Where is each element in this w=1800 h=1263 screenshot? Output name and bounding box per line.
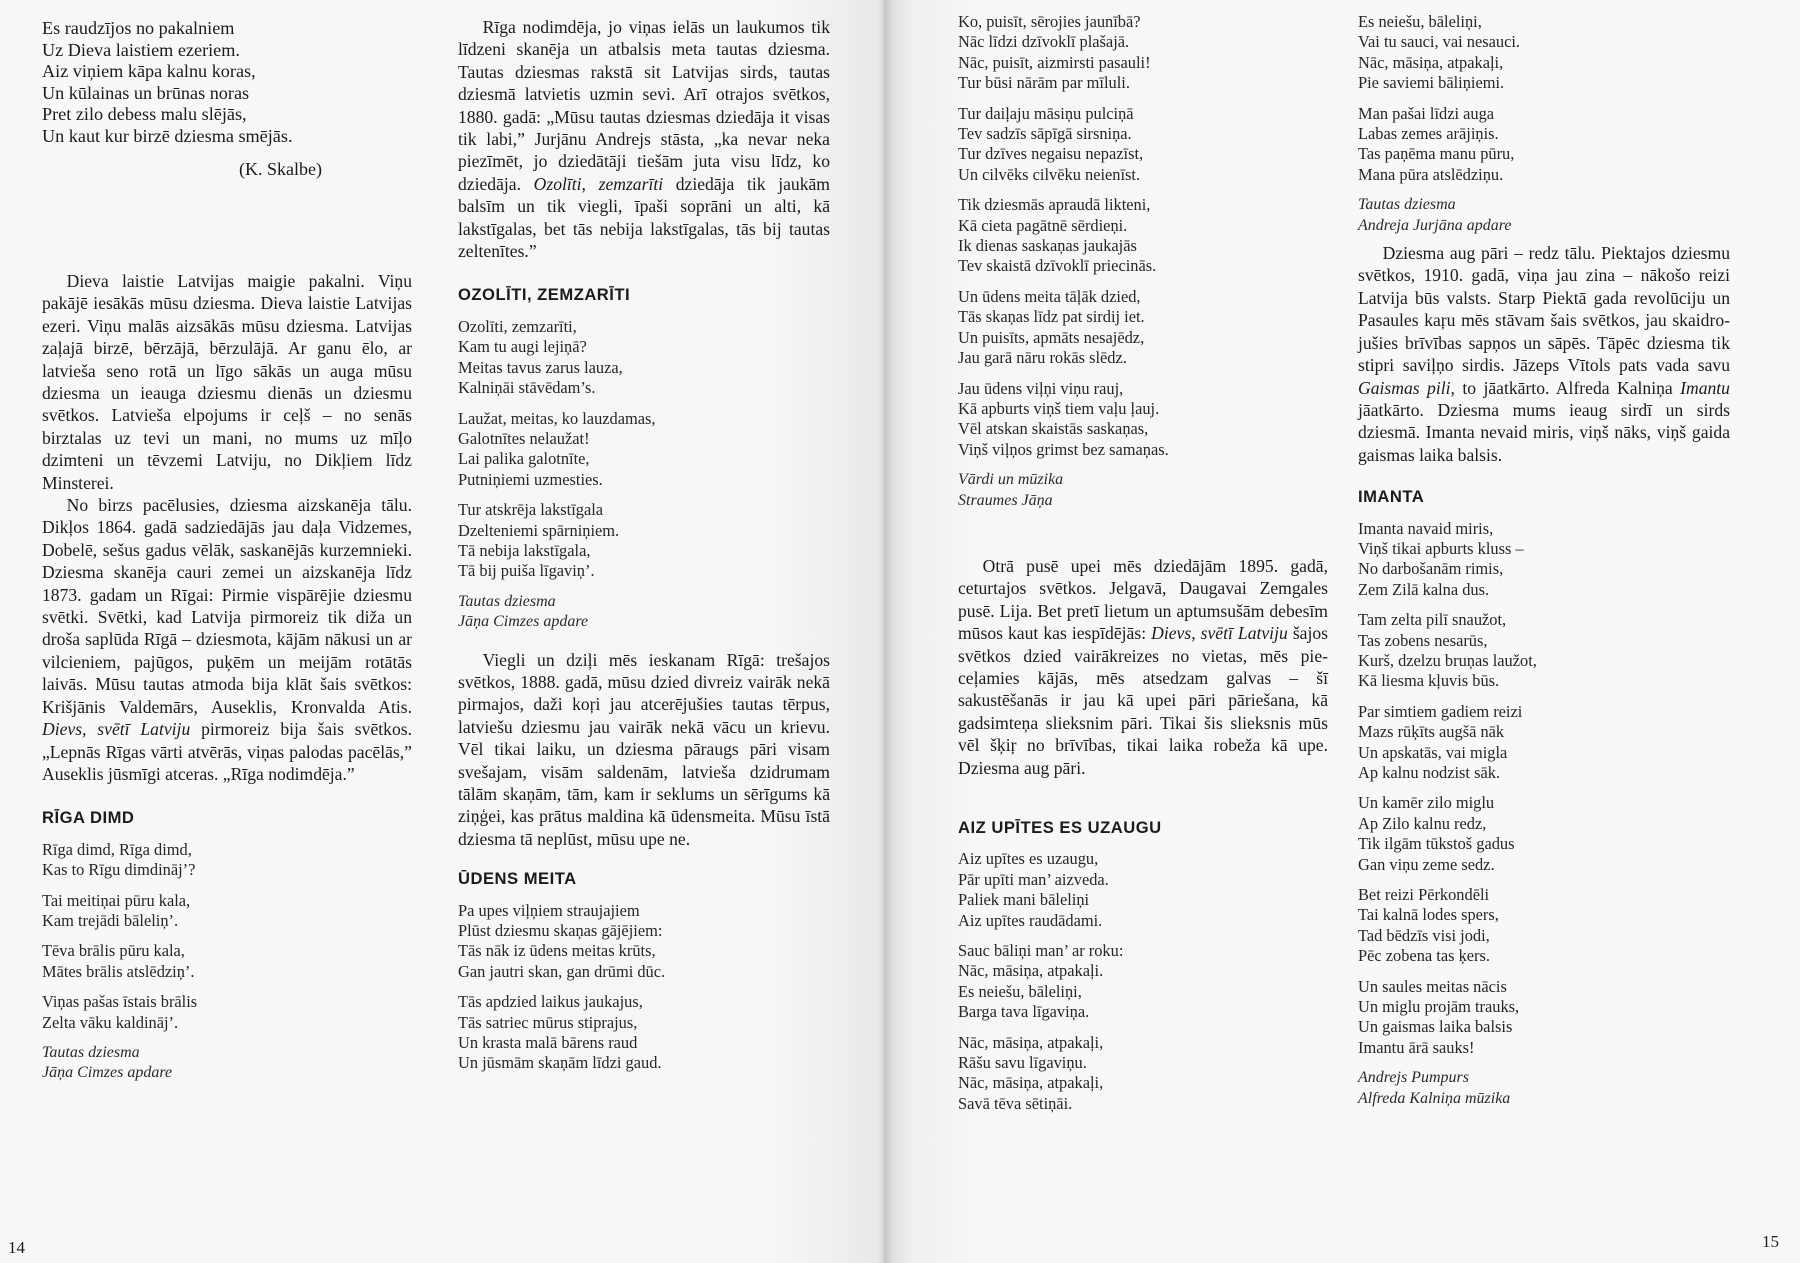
poem (958, 12, 1328, 460)
page-number-left: 14 (8, 1238, 25, 1257)
poem-line: Imanta navaid miris, (1358, 518, 1494, 538)
poem-line: Tai meitiņai pūru kala, (42, 890, 191, 910)
poem-line: Vēl atskan skaistās saskaņas, (958, 419, 1149, 439)
song-title: RĪGA DIMD (42, 808, 135, 828)
song-credit (958, 470, 1328, 511)
stanza (958, 941, 1328, 1023)
poem-line: Un apskatās, vai migla (1358, 742, 1508, 762)
poem-line: Tās satriec mūrus stiprajus, (458, 1012, 638, 1032)
stanza (1358, 12, 1730, 94)
poem-line: Tur daiļaju māsiņu pulciņā (958, 103, 1134, 123)
paragraph: Rīga nodimdēja, jo viņas ielās un laukumos tik līdzeni skanēja un atbalsis meta tautas dziesma. Tautas dziesmas rakstā sit Latvijas sirds, tautas dziesmā latvietis uzmin sevi. Arī otrajos svētkos, 1880. gadā: „Mūsu tautas dziesmas dziedāja it visas tik labi,” Jurjānu Andrejs stāsta, „ka nevar neka piezīmēt, jo dziedātāji tiešām juta visu līdz, ko dziedāja. Ozolīti, zemzarīti dziedāja tik jaukām balsīm un tik viegli, īpaši soprāni un alti, kā lakstīgalas, bet tās nebija lakstīgalas, tās bij tautas zeltenītes.” (458, 17, 830, 262)
song-aiz-upites (958, 817, 1328, 1114)
poem-line: Bet reizi Pērkondēli (1358, 885, 1490, 905)
stanza (1358, 977, 1730, 1059)
credit-line: Straumes Jāņa (958, 491, 1053, 509)
poem (1358, 519, 1730, 1059)
poem-line: Jau garā nāru rokās slēdz. (958, 348, 1127, 368)
stanza (458, 500, 830, 582)
poem-line: Un puisīts, apmāts nesajēdz, (958, 327, 1145, 347)
paragraph: Otrā pusē upei mēs dziedājām 1895. gadā, ceturtajos svētkos. Jelgavā, Daugavai Zemgales pusē. Lija. Bet pretī lietum un aptumsušām debesīm mūsos kaut kas iespīdējās: Dievs, svētī Latviju šajos svētkos dzied vairākreizes no vietas, mēs pieceļamies kājās, mēs atsedzam galvas – šī sakustēšanās ir jau kā upei pāri pāriešana, kā gadsimteņa slieksnim pāri. Tikai šis slieksnis mūs vēl šķiŗ no brīvības, tikai laika robeža kā upe. Dziesma aug pāri. (958, 555, 1328, 778)
epigraph-attribution: (K. Skalbe) (239, 158, 322, 179)
credit-line: Tautas dziesma (1358, 196, 1456, 214)
stanza (1358, 885, 1730, 967)
poem-line: Ko, puisīt, sērojies jaunībā? (958, 12, 1141, 31)
epigraph (42, 18, 412, 148)
poem-line: Un krasta malā bārens raud (458, 1033, 638, 1053)
poem-line: Savā tēva sētiņāi. (958, 1093, 1073, 1113)
poem-line: Lai palika galotnīte, (458, 449, 590, 469)
poem-line: Nāc, māsiņa, atpakaļi, (958, 1032, 1104, 1052)
poem (1358, 12, 1730, 185)
poem-line: Nāc līdzi dzīvoklī plašajā. (958, 32, 1130, 52)
poem (958, 849, 1328, 1114)
poem-line: Un miglu projām trauks, (1358, 997, 1520, 1017)
credit-line: Jāņa Cimzes apdare (42, 1064, 173, 1082)
poem-line: Galotnītes nelaužat! (458, 428, 590, 448)
poem-line: Tēva brālis pūru kala, (42, 941, 185, 961)
poem-line: Dzelteniemi spārniņiem. (458, 520, 620, 540)
stanza (1358, 519, 1730, 601)
stanza (458, 992, 830, 1074)
credit-line: Andreja Jurjāna apdare (1358, 216, 1512, 234)
song-credit (1358, 1068, 1730, 1109)
poem-line: Paliek mani bāleliņi (958, 890, 1090, 910)
poem-line: Tur būsi nārām par mīluli. (958, 73, 1130, 93)
epigraph-line: Un kaut kur birzē dziesma smējās. (42, 125, 293, 146)
poem-line: Laužat, meitas, ko lauzdamas, (458, 408, 656, 428)
song-credit (1358, 195, 1730, 236)
poem-line: Ap kalnu nodzist sāk. (1358, 763, 1501, 782)
poem-line: Imantu ārā sauks! (1358, 1037, 1475, 1057)
stanza (42, 840, 412, 881)
song-udens-meita (458, 868, 830, 1074)
poem-line: Pār upīti man’ aizveda. (958, 869, 1109, 889)
paragraph: Dieva laistie Latvijas maigie pakalni. Viņu pakājē iesākās mūsu dziesma. Dieva laistie Latvijas ezeri. Viņu malās aizsākās mūsu dziesma. Latvijas zaļajā birzē, bērzājā, bērzulājā. Ar ganu ēlo, ar latvieša seno rotā un līgo sākās un auga mūsu dziesma un ieauga dziesmu dienās un dziesmu svētkos. Latvieša elpojums ir ceļš – no senās birztalas uz tevi un mani, no mums uz mīļo dzimteni un tēvzemi Latviju, no Dikļiem līdz Minsterei. (42, 270, 412, 493)
poem (458, 317, 830, 582)
epigraph-line: Aiz viņiem kāpa kalnu koras, (42, 61, 256, 82)
poem-line: Tai kalnā lodes spers, (1358, 905, 1499, 925)
poem-line: Sauc bāliņi man’ ar roku: (958, 941, 1124, 961)
poem-line: Viņš viļņos grimst bez samaņas. (958, 439, 1169, 459)
poem-line: Kam tu augi lejiņā? (458, 337, 587, 357)
credit-line: Alfreda Kalniņa mūzika (1358, 1089, 1511, 1107)
poem-line: Tā nebija lakstīgala, (458, 540, 591, 560)
poem-line: Ik dienas saskaņas jaukajās (958, 236, 1137, 256)
credit-line: Tautas dziesma (458, 592, 556, 610)
poem-line: Tā bij puiša līgaviņ’. (458, 561, 595, 581)
credit-line: Andrejs Pumpurs (1358, 1069, 1469, 1087)
song-credit (458, 592, 830, 633)
credit-line: Tautas dziesma (42, 1043, 140, 1061)
song-aiz-upites-continued (1358, 12, 1730, 236)
song-imanta (1358, 486, 1730, 1109)
poem-line: Aiz upītes es uzaugu, (958, 849, 1099, 869)
poem-line: Tam zelta pilī snaužot, (1358, 610, 1507, 630)
poem-line: Un gaismas laika balsis (1358, 1017, 1513, 1037)
stanza (458, 317, 830, 399)
epigraph-line: Pret zilo debess malu slējās, (42, 104, 247, 125)
poem-line: Es neiešu, bāleliņi, (1358, 12, 1482, 31)
poem-line: Un saules meitas nācis (1358, 976, 1507, 996)
poem-line: Kā cieta pagātnē sērdieņi. (958, 215, 1128, 235)
poem-line: Kā liesma kļuvis būs. (1358, 671, 1500, 691)
stanza (958, 287, 1328, 369)
song-ozoliti (458, 284, 830, 632)
poem-line: Plūst dziesmu skaņas gājējiem: (458, 921, 663, 941)
stanza (958, 1033, 1328, 1115)
poem-line: Pie saviemi bāliņiemi. (1358, 73, 1505, 93)
stanza (1358, 702, 1730, 784)
poem-line: Zem Zilā kalna dus. (1358, 579, 1490, 599)
credit-line: Jāņa Cimzes apdare (458, 613, 589, 631)
stanza (1358, 793, 1730, 875)
poem-line: Aiz upītes raudādami. (958, 910, 1103, 930)
credit-line: Vārdi un mūzika (958, 471, 1064, 489)
poem-line: Barga tava līgaviņa. (958, 1002, 1090, 1022)
poem-line: No darbošanām rimis, (1358, 559, 1504, 579)
song-title: OZOLĪTI, ZEMZARĪTI (458, 285, 631, 305)
stanza (42, 992, 412, 1033)
poem-line: Gan jautri skan, gan drūmi dūc. (458, 961, 666, 981)
poem-line: Tur atskrēja lakstīgala (458, 500, 604, 520)
stanza (1358, 610, 1730, 692)
stanza (42, 941, 412, 982)
poem-line: Nāc, māsiņa, atpakaļi, (958, 1073, 1104, 1093)
column-3 (958, 12, 1328, 1124)
poem-line: Rīga dimd, Rīga dimd, (42, 839, 192, 859)
poem-line: Tad bēdzīs visi jodi, (1358, 925, 1490, 945)
song-udens-meita-continued (958, 12, 1328, 511)
song-title: ŪDENS MEITA (458, 869, 577, 889)
page-number-right: 15 (1762, 1232, 1779, 1251)
poem-line: Tas zobens nesarūs, (1358, 630, 1488, 650)
poem-line: Tur dzīves negaisu nepazīst, (958, 144, 1144, 164)
poem-line: Man pašai līdzi auga (1358, 103, 1495, 123)
stanza (958, 12, 1328, 94)
poem-line: Nāc, māsiņa, atpakaļi, (1358, 52, 1504, 72)
paragraph: Dziesma aug pāri – redz tālu. Piektajos dziesmu svētkos, 1910. gadā, viņa jau zina – nākošo reizi Latvija būs valsts. Starp Piektā gada revolūciju un Pasaules kaŗu mēs stāvam šais svētkos, jau skaidrojušies brīvības sapņos un sāpēs. Tāpēc dziesma tik stipri saviļņo sirdis. Jāzeps Vītols pats vada savu Gaismas pili, to jāatkārto. Alfreda Kalniņa Imantu jāatkārto. Dziesma mums ieaug sirdī un sirds dziesmā. Imanta nevaid miris, viņš nāks, viņš gaida gaismas laika balsis. (1358, 243, 1730, 465)
poem-line: Labas zemes arājiņis. (1358, 124, 1499, 144)
song-credit (42, 1043, 412, 1084)
epigraph-line: Uz Dieva laistiem ezeriem. (42, 39, 240, 60)
poem-line: Nāc, māsiņa, atpakaļi. (958, 961, 1104, 981)
poem-line: Zelta vāku kaldināj’. (42, 1012, 179, 1032)
poem-line: Jau ūdens viļņi viņu rauj, (958, 378, 1124, 398)
poem-line: Tik ilgām tūkstoš gadus (1358, 834, 1515, 854)
poem-line: Mātes brālis atslēdziņ’. (42, 961, 195, 981)
stanza (958, 104, 1328, 186)
poem-line: Mazs rūķīts augšā nāk (1358, 722, 1505, 742)
stanza (458, 409, 830, 491)
poem-line: Tās skaņas līdz pat sirdij iet. (958, 307, 1145, 327)
poem-line: Un kamēr zilo miglu (1358, 793, 1495, 813)
poem-line: Mana pūra atslēdziņu. (1358, 164, 1504, 184)
poem-line: Vai tu sauci, vai nesauci. (1358, 32, 1521, 52)
stanza (958, 379, 1328, 461)
stanza (1358, 104, 1730, 186)
poem-line: Gan viņu zeme sedz. (1358, 854, 1495, 874)
poem (42, 840, 412, 1033)
epigraph-line: Es raudzījos no pakalniem (42, 18, 235, 38)
column-1 (42, 18, 412, 1084)
poem-line: Viņas pašas īstais brālis (42, 992, 198, 1012)
stanza (958, 195, 1328, 277)
poem-line: Un ūdens meita tāļāk dzied, (958, 286, 1141, 306)
poem-line: Meitas tavus zarus lauza, (458, 357, 623, 377)
poem-line: Pa upes viļņiem straujajiem (458, 900, 640, 920)
poem-line: Un jūsmām skaņām līdzi gaud. (458, 1053, 662, 1073)
stanza (958, 849, 1328, 931)
poem-line: Kam trejādi bāleliņ’. (42, 910, 179, 930)
poem-line: Rāšu savu līgaviņu. (958, 1053, 1087, 1073)
poem-line: Un cilvēks cilvēku neienīst. (958, 164, 1141, 184)
poem-line: Ozolīti, zemzarīti, (458, 316, 577, 336)
poem-line: Putniņiemi uzmesties. (458, 469, 603, 489)
song-title: IMANTA (1358, 487, 1425, 507)
paragraph: No birzs pacēlusies, dziesma aizskanēja tālu. Dikļos 1864. gadā sadziedājās jau daļa Vidzemes, Dobelē, sešus gadus vēlāk, saskanējās kurzemnieki. Dziesma skanēja cauri zemei un aizskanēja līdz 1873. gadam un Rīgai: Pirmie vispārējie dziesmu svētki. Svētki, kad Latvija pirmoreiz tik diža un droša saplūda Rīgā – dziesmota, kājām nākusi un ar vilcieniem, pajūgos, puķēm un meijām rotātās laivās. Mūsu tautas atmoda bija klāt šais svētkos: Krišjānis Valdemārs, Auseklis, Kronvalda Atis. Dievs, svētī Latviju pirmoreiz bija šais svētkos. „Lepnās Rīgas vārti atvērās, viņas palodas pacēlās,” Auseklis jūsmīgi atceras. „Rīga nodimdēja.” (42, 495, 412, 784)
paragraph: Viegli un dziļi mēs ieskanam Rīgā: trešajos svētkos, 1888. gadā, mūsu dzied divreiz vairāk nekā pirmajos, daži koŗi jau atcerējušies tautas tērpus, latviešu dziesmu jau vairāk nekā vācu un krievu. Vēl tikai laiku, un dziesma pāraugs pāri visam svešajam, visām saldenām, latvieša dzidrumam tālām skaņām, tām, kam ir seklums un sērīgums kā ziņģei, kas prātus maldina kā ūdensmeita. Mūsu īstā dziesma tā neplūst, mūsu upe ne. (458, 649, 830, 849)
stanza (458, 901, 830, 983)
poem-line: Par simtiem gadiem reizi (1358, 701, 1523, 721)
poem-line: Pēc zobena tas ķers. (1358, 946, 1490, 966)
poem (458, 901, 830, 1074)
poem-line: Tas paņēma manu pūru, (1358, 144, 1515, 164)
stanza (42, 891, 412, 932)
poem-line: Kas to Rīgu dimdināj’? (42, 860, 196, 880)
poem-line: Tev skaistā dzīvoklī priecinās. (958, 256, 1157, 276)
poem-line: Viņš tikai apburts kluss – (1358, 538, 1524, 558)
poem-line: Tev sadzīs sāpīgā sirsniņa. (958, 124, 1132, 144)
poem-line: Kā apburts viņš tiem vaļu ļauj. (958, 398, 1160, 418)
poem-line: Tik dziesmās apraudā likteni, (958, 195, 1151, 215)
poem-line: Tās nāk iz ūdens meitas krūts, (458, 941, 656, 961)
poem-line: Kalniņāi stāvēdam’s. (458, 378, 596, 398)
poem-line: Ap Zilo kalnu redz, (1358, 813, 1487, 833)
poem-line: Nāc, puisīt, aizmirsti pasauli! (958, 52, 1151, 72)
poem-line: Tās apdzied laikus jaukajus, (458, 992, 643, 1012)
book-gutter (878, 0, 892, 1263)
poem-line: Kurš, dzelzu bruņas laužot, (1358, 650, 1537, 670)
poem-line: Es neiešu, bāleliņi, (958, 981, 1082, 1001)
song-title: AIZ UPĪTES ES UZAUGU (958, 818, 1162, 837)
column-2 (458, 16, 830, 1084)
column-4 (1358, 12, 1730, 1109)
epigraph-line: Un kūlainas un brūnas noras (42, 82, 250, 103)
song-riga-dimd (42, 807, 412, 1083)
